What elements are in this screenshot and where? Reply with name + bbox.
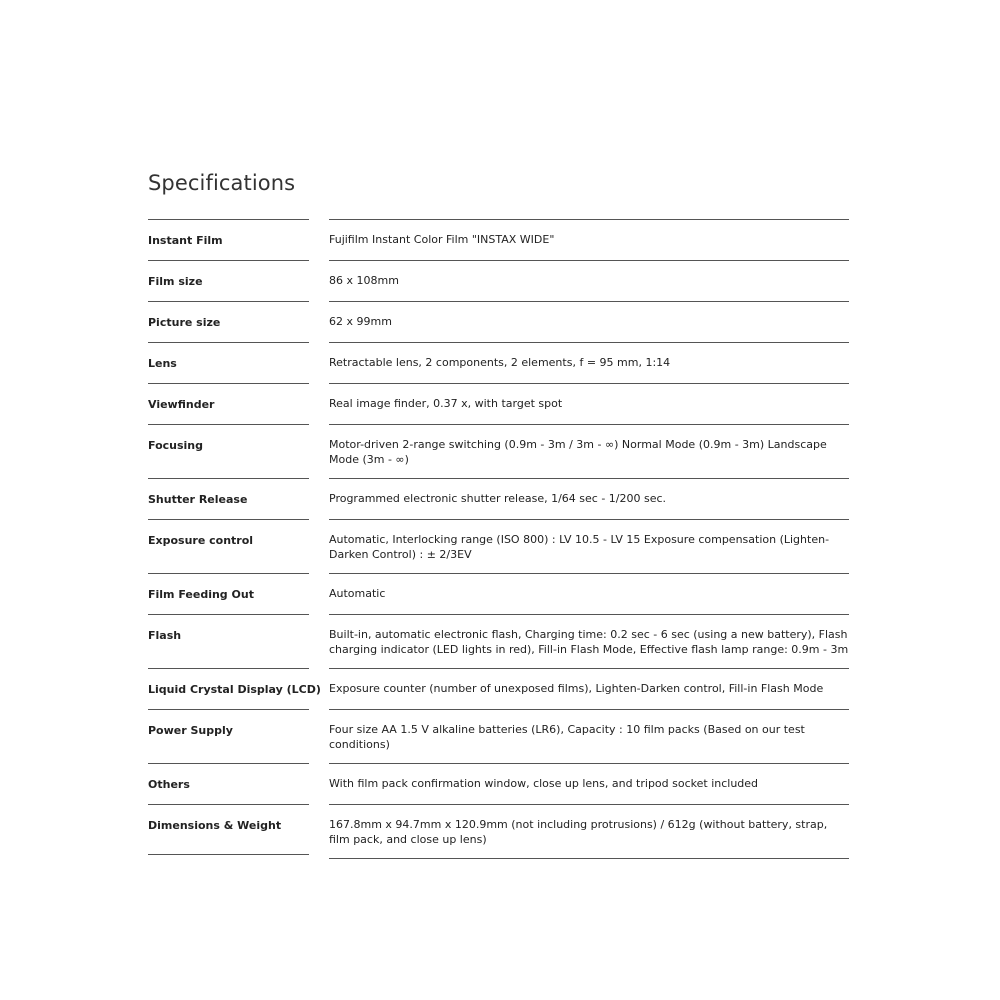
spec-value: Motor-driven 2-range switching (0.9m - 3m / 3m - ∞) Normal Mode (0.9m - 3m) Landscape Mode (3m - ∞) (329, 424, 849, 478)
spec-row-instant-film (148, 219, 849, 260)
spec-label: Others (148, 763, 309, 804)
spec-value: Automatic, Interlocking range (ISO 800) : LV 10.5 - LV 15 Exposure compensation (Lighten-Darken Control) : ± 2/3EV (329, 519, 849, 573)
spec-row-film-size (148, 260, 849, 301)
page-title: Specifications (148, 171, 296, 195)
spec-row-focusing (148, 424, 849, 478)
specifications-table (148, 219, 849, 859)
spec-value: Four size AA 1.5 V alkaline batteries (LR6), Capacity : 10 film packs (Based on our test conditions) (329, 709, 849, 763)
spec-label: Shutter Release (148, 478, 309, 519)
spec-value: 86 x 108mm (329, 260, 849, 299)
spec-label: Instant Film (148, 219, 309, 260)
spec-label: Exposure control (148, 519, 309, 570)
spec-row-film-feeding-out (148, 573, 849, 614)
spec-row-lens (148, 342, 849, 383)
spec-label: Power Supply (148, 709, 309, 760)
spec-label: Flash (148, 614, 309, 665)
spec-label: Viewfinder (148, 383, 309, 424)
spec-label: Liquid Crystal Display (LCD) (148, 668, 309, 709)
spec-value: Fujifilm Instant Color Film "INSTAX WIDE" (329, 219, 849, 258)
spec-row-picture-size (148, 301, 849, 342)
spec-row-exposure-control (148, 519, 849, 573)
spec-value: Programmed electronic shutter release, 1/64 sec - 1/200 sec. (329, 478, 849, 517)
spec-row-shutter-release (148, 478, 849, 519)
spec-value: 167.8mm x 94.7mm x 120.9mm (not including protrusions) / 612g (without battery, strap, film pack, and close up lens) (329, 804, 849, 859)
spec-row-lcd (148, 668, 849, 709)
spec-value: Real image finder, 0.37 x, with target spot (329, 383, 849, 422)
spec-label: Dimensions & Weight (148, 804, 309, 855)
spec-row-others (148, 763, 849, 804)
spec-label: Picture size (148, 301, 309, 342)
spec-value: Built-in, automatic electronic flash, Charging time: 0.2 sec - 6 sec (using a new battery), Flash charging indicator (LED lights in red), Fill-in Flash Mode, Effective flash lamp range: 0.9m - 3m (329, 614, 849, 668)
spec-label: Film size (148, 260, 309, 301)
spec-value: Exposure counter (number of unexposed films), Lighten-Darken control, Fill-in Flash Mode (329, 668, 849, 707)
spec-row-power-supply (148, 709, 849, 763)
spec-row-dimensions-weight (148, 804, 849, 859)
spec-row-viewfinder (148, 383, 849, 424)
spec-value: With film pack confirmation window, close up lens, and tripod socket included (329, 763, 849, 802)
spec-value: Automatic (329, 573, 849, 612)
spec-value: 62 x 99mm (329, 301, 849, 340)
spec-label: Film Feeding Out (148, 573, 309, 614)
spec-row-flash (148, 614, 849, 668)
spec-label: Focusing (148, 424, 309, 475)
spec-value: Retractable lens, 2 components, 2 elements, f = 95 mm, 1:14 (329, 342, 849, 381)
spec-label: Lens (148, 342, 309, 383)
